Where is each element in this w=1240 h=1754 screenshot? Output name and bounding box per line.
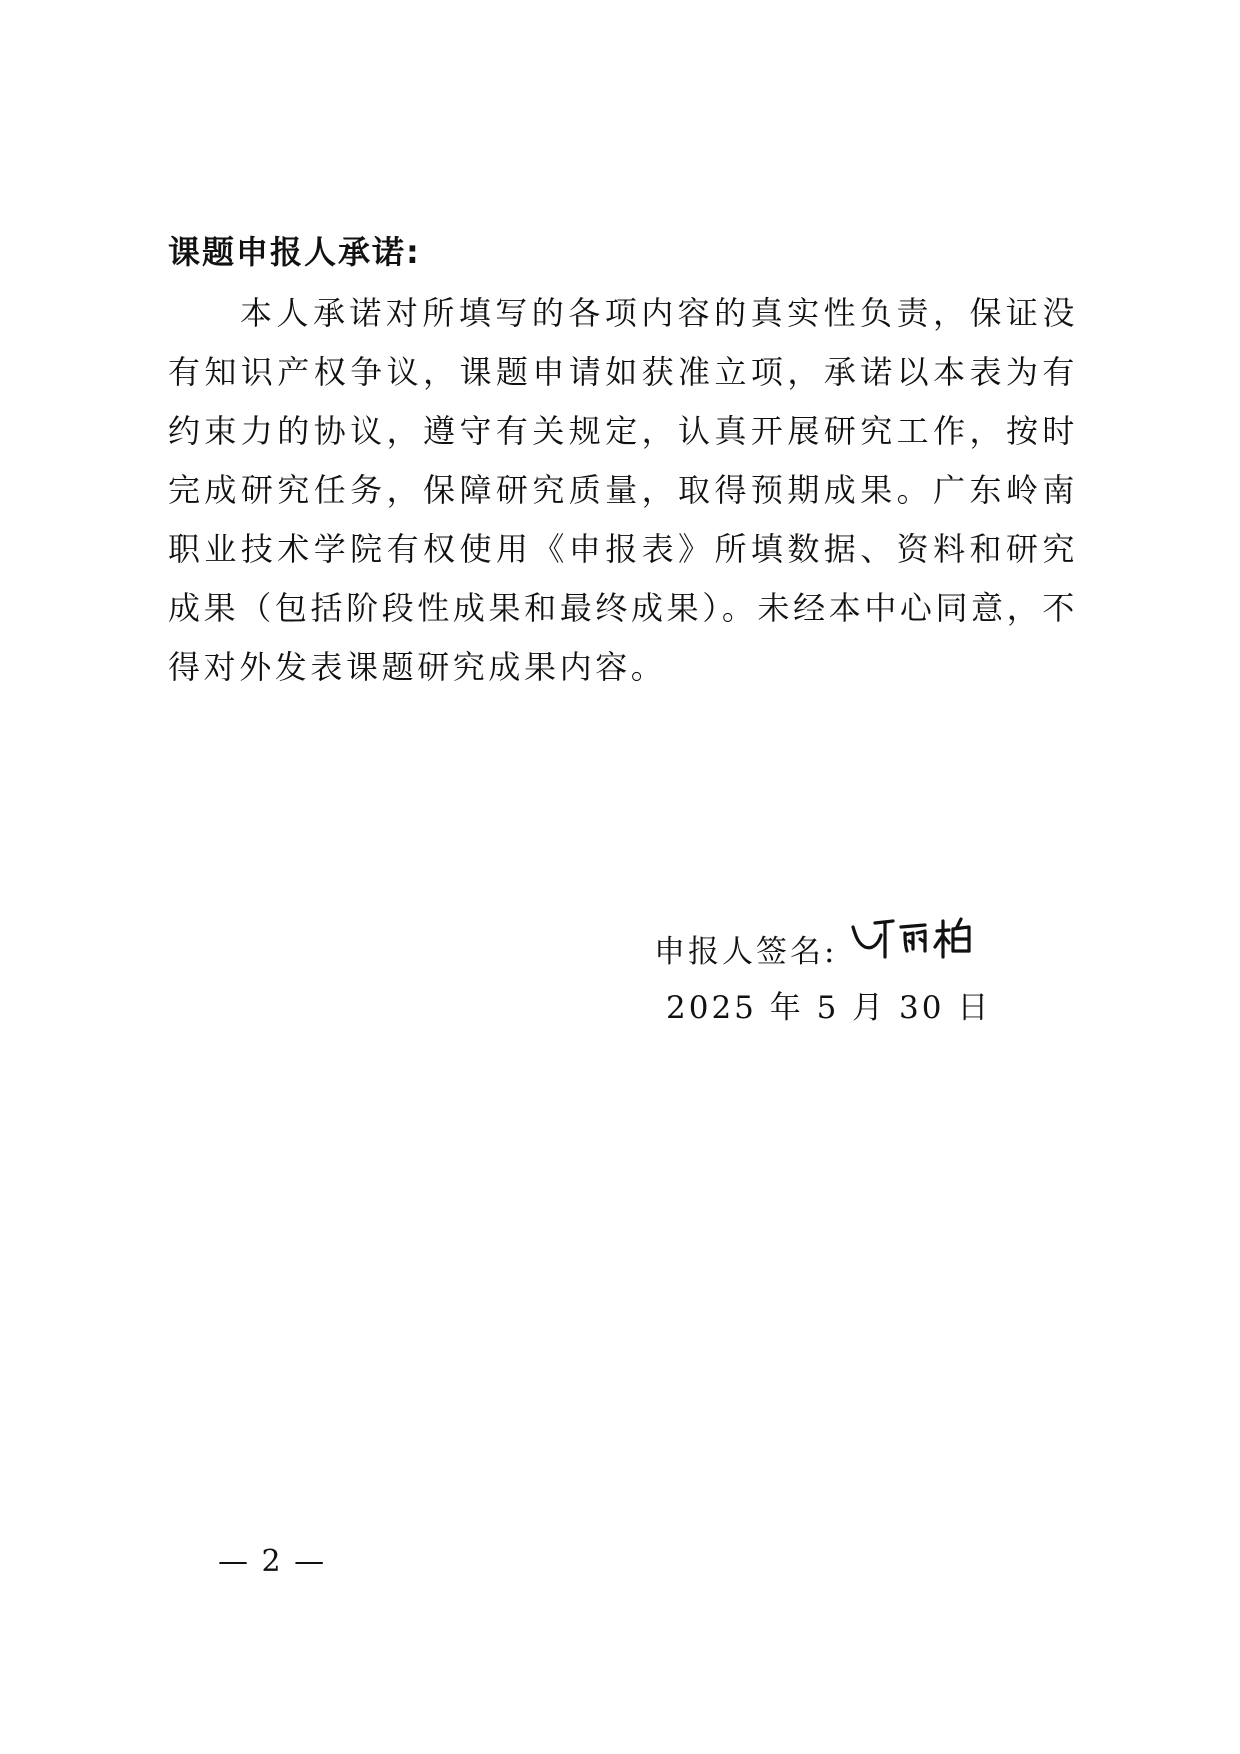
- signature-date: 2025 年 5 月 30 日: [666, 990, 992, 1026]
- signature-line: [654, 928, 985, 976]
- pledge-body: 本人承诺对所填写的各项内容的真实性负责，保证没有知识产权争议，课题申请如获准立项，承诺以本表为有约束力的协议，遵守有关规定，认真开展研究工作，按时完成研究任务，保障研究质量，取得预期成果。广东岭南职业技术学院有权使用《申报表》所填数据、资料和研究成果（包括阶段性成果和最终成果）。未经本中心同意，不得对外发表课题研究成果内容。: [168, 294, 1078, 686]
- signature-label: 申报人签名:: [654, 934, 838, 970]
- page-number: — 2 —: [218, 1544, 327, 1579]
- pledge-heading: 课题申报人承诺:: [168, 233, 421, 271]
- handwritten-signature: [845, 913, 985, 969]
